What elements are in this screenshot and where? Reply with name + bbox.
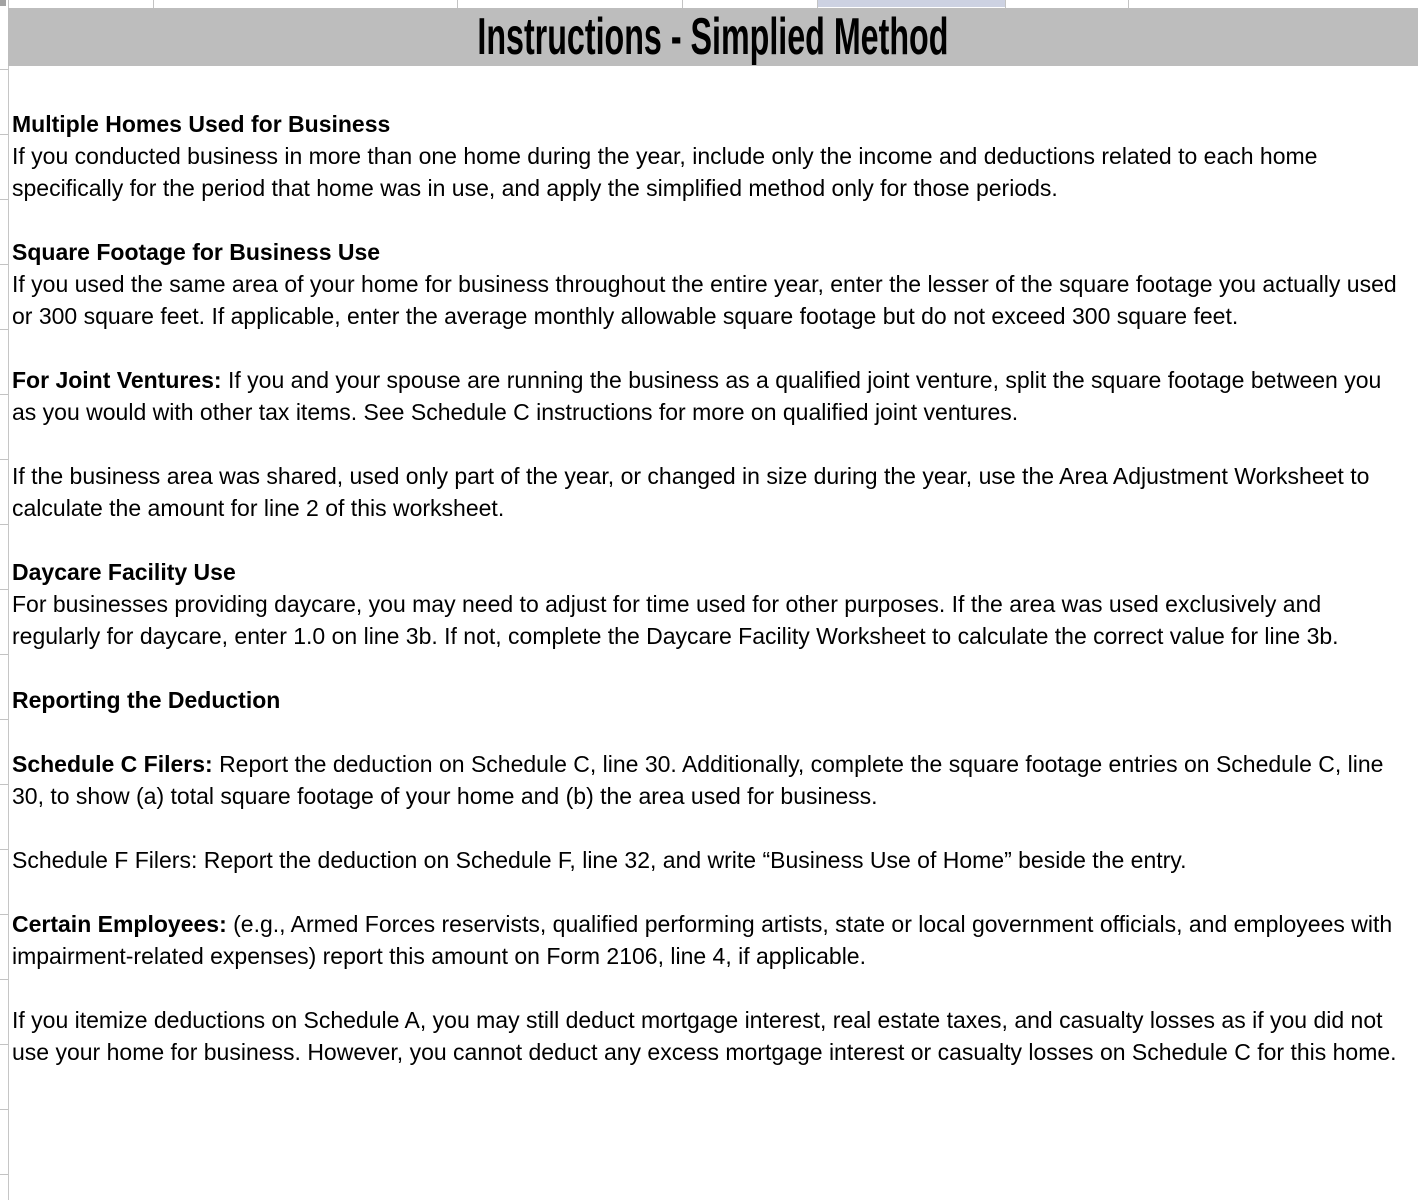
bold-run: Certain Employees: [12, 911, 234, 937]
paragraph [12, 588, 1406, 652]
paragraph [12, 748, 1406, 812]
column-divider [153, 0, 154, 8]
selected-column-strip [818, 0, 1005, 7]
column-divider [457, 0, 458, 8]
blank-line [12, 332, 1406, 364]
blank-line [12, 972, 1406, 1004]
paragraph [12, 908, 1406, 972]
column-header-strip [8, 0, 1418, 8]
bold-run: Schedule C Filers: [12, 751, 220, 777]
paragraph [12, 460, 1406, 524]
text-run: (e.g., Armed Forces reservists, qualified performing artists, state or local government officials, and employees with impairment-related expenses) report this amount on Form 2106, line 4, if applicable. [12, 911, 1393, 969]
blank-line [12, 524, 1406, 556]
text-run: If you conducted business in more than one home during the year, include only the income and deductions related to each home specifically for the period that home was in use, and apply the simplified method only for those periods. [12, 143, 1318, 201]
blank-line [12, 428, 1406, 460]
section-heading: Square Footage for Business Use [12, 239, 381, 265]
blank-line [12, 204, 1406, 236]
paragraph [12, 1004, 1406, 1068]
text-run: If the business area was shared, used only part of the year, or changed in size during the year, use the Area Adjustment Worksheet to calculate the amount for line 2 of this worksheet. [12, 463, 1370, 521]
text-run: If you itemize deductions on Schedule A, you may still deduct mortgage interest, real estate taxes, and casualty losses as if you did not use your home for business. However, you cannot deduct any excess mortgage interest or casualty losses on Schedule C for this home. [12, 1007, 1397, 1065]
text-run: For businesses providing daycare, you may need to adjust for time used for other purposes. If the area was used exclusively and regularly for daycare, enter 1.0 on line 3b. If not, complete the Daycare Facility Worksheet to calculate the correct value for line 3b. [12, 591, 1339, 649]
blank-line [12, 812, 1406, 844]
paragraph [12, 844, 1406, 876]
text-run: If you used the same area of your home for business throughout the entire year, enter the lesser of the square footage you actually used or 300 square feet. If applicable, enter the average monthly allowable square footage but do not exceed 300 square feet. [12, 271, 1397, 329]
paragraph [12, 268, 1406, 332]
paragraph [12, 140, 1406, 204]
text-run: Report the deduction on Schedule C, line 30. Additionally, complete the square footage entries on Schedule C, line 30, to show (a) total square footage of your home and (b) the area used for business. [12, 751, 1384, 809]
column-divider [682, 0, 683, 8]
column-divider [1128, 0, 1129, 8]
text-run: Schedule F Filers: Report the deduction on Schedule F, line 32, and write “Business Use of Home” beside the entry. [12, 847, 1187, 873]
section-heading: Multiple Homes Used for Business [12, 111, 391, 137]
bold-run: For Joint Ventures: [12, 367, 228, 393]
column-divider [1005, 0, 1006, 8]
section-heading: Reporting the Deduction [12, 687, 281, 713]
blank-line [12, 876, 1406, 908]
section-heading: Daycare Facility Use [12, 559, 236, 585]
paragraph [12, 364, 1406, 428]
blank-line [12, 716, 1406, 748]
blank-line [12, 652, 1406, 684]
instructions-text [0, 66, 1418, 1068]
title-bar [8, 8, 1418, 66]
page-title: Instructions - Simplied Method [477, 8, 949, 66]
text-run: If you and your spouse are running the business as a qualified joint venture, split the square footage between you as you would with other tax items. See Schedule C instructions for more on qualified joint ventures. [12, 367, 1382, 425]
